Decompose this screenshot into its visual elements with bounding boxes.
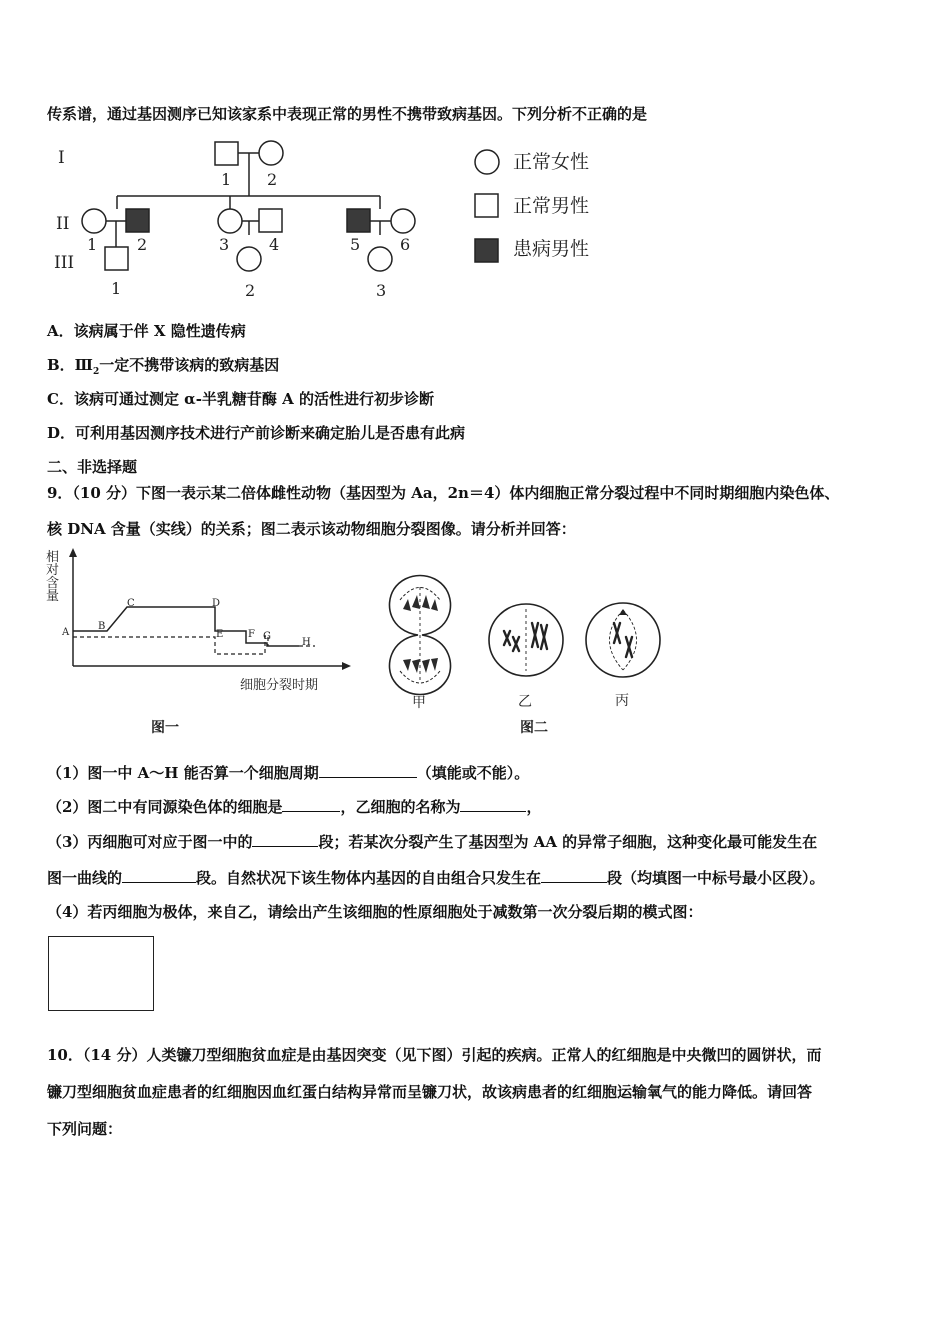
q9-sub1: （1）图一中 A～H 能否算一个细胞周期 （填能或不能）。 <box>47 764 530 782</box>
fig1-y-axis-arrow <box>69 548 77 557</box>
fig1-point-C: C <box>127 598 135 609</box>
cell-yi-metaphase-I <box>489 604 563 676</box>
q8-option-c: C．该病可通过测定 α-半乳糖苷酶 A 的活性进行初步诊断 <box>47 390 435 408</box>
generation-label-III: III <box>54 253 75 273</box>
pedigree-I1-normal-male <box>215 142 238 165</box>
pedigree-I2-normal-female <box>259 141 283 165</box>
id-II4: 4 <box>269 235 280 254</box>
q10-stem-line1: 10．（14 分）人类镰刀型细胞贫血症是由基因突变（见下图）引起的疾病。正常人的红细胞是中央微凹的圆饼状，而 <box>47 1046 822 1064</box>
pedigree-III1-normal-male <box>105 247 128 270</box>
fig1-point-F: F <box>248 629 255 640</box>
answer-blank[interactable] <box>319 762 417 778</box>
pedigree-II1-normal-female <box>82 209 106 233</box>
answer-blank[interactable] <box>122 867 196 883</box>
fig2-caption: 图二 <box>520 720 548 736</box>
q9-sub2: （2）图二中有同源染色体的细胞是 ，乙细胞的名称为 ， <box>47 798 542 816</box>
fig1-point-D: D <box>212 598 221 609</box>
q10-stem-line2: 镰刀型细胞贫血症患者的红细胞因血红蛋白结构异常而呈镰刀状，故该病患者的红细胞运输氧气的能力降低。请回答 <box>47 1083 813 1101</box>
legend-normal-female-symbol <box>475 150 499 174</box>
id-III1: 1 <box>111 279 122 298</box>
legend-normal-male-symbol <box>475 194 498 217</box>
section-title: 二、非选择题 <box>47 458 138 476</box>
q9-sub3-line2: 图一曲线的 段。自然状况下该生物体内基因的自由组合只发生在 段（均填图一中标号最小区段）。 <box>47 869 825 887</box>
id-II3: 3 <box>219 235 230 254</box>
cell-label-jia: 甲 <box>412 695 426 711</box>
cell-jia-anaphase <box>389 576 450 695</box>
id-III3: 3 <box>376 281 387 300</box>
answer-blank[interactable] <box>541 867 607 883</box>
answer-blank[interactable] <box>282 796 340 812</box>
q9-stem-line1: 9．（10 分）下图一表示某二倍体雌性动物（基因型为 Aa，2n＝4）体内细胞正常分裂过程中不同时期细胞内染色体、 <box>47 484 840 502</box>
fig1-xlabel: 细胞分裂时期 <box>240 678 319 693</box>
generation-label-II: II <box>56 214 70 234</box>
answer-blank[interactable] <box>460 796 526 812</box>
q8-option-a: A．该病属于伴 X 隐性遗传病 <box>47 322 246 340</box>
q9-sub4: （4）若丙细胞为极体，来自乙，请绘出产生该细胞的性原细胞处于减数第一次分裂后期的模式图： <box>47 903 703 921</box>
legend-normal-male-label: 正常男性 <box>513 195 590 217</box>
answer-blank[interactable] <box>252 831 318 847</box>
id-II5: 5 <box>350 235 361 254</box>
q8-option-d: D．可利用基因测序技术进行产前诊断来确定胎儿是否患有此病 <box>47 424 466 442</box>
q8-option-b: B．$Ⅲ_2$一定不携带该病的致病基因 <box>47 356 280 377</box>
legend-affected-male-symbol <box>475 239 498 262</box>
q9-stem-line2: 核 DNA 含量（实线）的关系；图二表示该动物细胞分裂图像。请分析并回答： <box>47 520 576 538</box>
legend-affected-male-label: 患病男性 <box>513 238 590 260</box>
pedigree-II3-normal-female <box>218 209 242 233</box>
cell-label-yi: 乙 <box>518 694 532 710</box>
fig1-chromosome-dashed-line <box>73 636 268 654</box>
fig1-ylabel-char: 含 <box>46 576 60 591</box>
id-II1: 1 <box>87 235 98 254</box>
cell-bing-pole-marker <box>619 609 627 615</box>
q9-sub3-line1: （3）丙细胞可对应于图一中的 段；若某次分裂产生了基因型为 AA 的异常子细胞，这种变化最可能发生在 <box>47 833 818 851</box>
fig1-ylabel-char: 相 <box>46 550 60 565</box>
fig1-x-axis-arrow <box>342 662 351 670</box>
figure1-dna-chromosome-graph <box>40 545 365 745</box>
fig1-point-H: H <box>302 637 311 648</box>
legend-normal-female-label: 正常女性 <box>513 151 590 173</box>
id-I2: 2 <box>267 170 278 189</box>
figure2-cell-division-images <box>380 565 685 750</box>
id-II6: 6 <box>400 235 411 254</box>
id-II2: 2 <box>137 235 148 254</box>
q8-stem: 传系谱，通过基因测序已知该家系中表现正常的男性不携带致病基因。下列分析不正确的是 <box>47 105 648 123</box>
generation-label-I: I <box>58 148 65 168</box>
fig1-point-E: E <box>216 629 224 640</box>
fig1-point-A: A <box>62 627 70 638</box>
pedigree-II5-affected-male <box>347 209 370 232</box>
pedigree-II6-normal-female <box>391 209 415 233</box>
pedigree-III3-normal-female <box>368 247 392 271</box>
fig1-ylabel-char: 对 <box>46 563 60 578</box>
pedigree-II4-normal-male <box>259 209 282 232</box>
id-I1: 1 <box>221 170 232 189</box>
drawing-answer-box[interactable] <box>48 936 154 1011</box>
fig1-point-B: B <box>98 621 106 632</box>
pedigree-II2-affected-male <box>126 209 149 232</box>
pedigree-chart <box>40 135 640 305</box>
pedigree-III2-normal-female <box>237 247 261 271</box>
fig1-point-G: G <box>263 631 271 642</box>
fig1-ylabel-char: 量 <box>46 589 60 604</box>
fig1-caption: 图一 <box>151 720 179 736</box>
cell-label-bing: 丙 <box>615 693 629 709</box>
q10-stem-line3: 下列问题： <box>47 1120 123 1138</box>
id-III2: 2 <box>245 281 256 300</box>
